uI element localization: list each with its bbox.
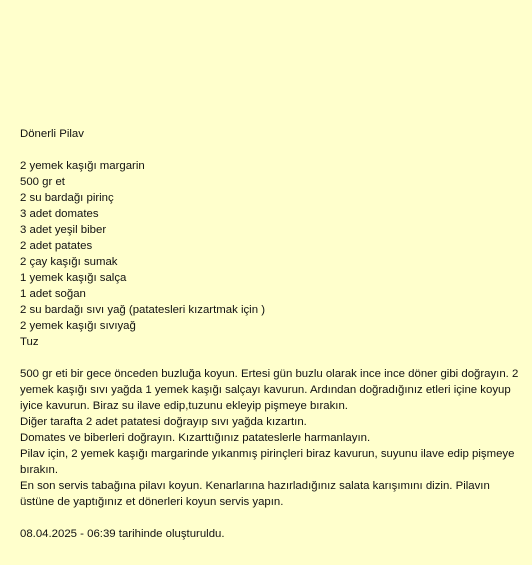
instruction-step: Diğer tarafta 2 adet patatesi doğrayıp sıvı yağda kızartın. <box>20 416 307 428</box>
instruction-step: Domates ve biberleri doğrayın. Kızarttığınız patateslerle harmanlayın. <box>20 432 371 444</box>
ingredient-item: 3 adet yeşil biber <box>20 224 107 236</box>
ingredient-item: 2 yemek kaşığı sıvıyağ <box>20 320 136 332</box>
ingredient-item: Tuz <box>20 336 39 348</box>
instruction-step: Pilav için, 2 yemek kaşığı margarinde yıkanmış pirinçleri biraz kavurun, suyunu ilave edip pişmeye bırakın. <box>20 448 515 476</box>
ingredient-list <box>20 158 520 350</box>
ingredient-item: 2 yemek kaşığı margarin <box>20 160 145 172</box>
instruction-step: En son servis tabağına pilavı koyun. Kenarlarına hazırladığınız salata karışımını dizin. Pilavın üstüne de yaptığınız et dönerleri koyun servis yapın. <box>20 480 490 508</box>
ingredient-item: 2 su bardağı pirinç <box>20 192 114 204</box>
instructions <box>20 366 520 510</box>
created-timestamp: 08.04.2025 - 06:39 tarihinde oluşturuldu. <box>20 528 225 540</box>
ingredient-item: 2 su bardağı sıvı yağ (patatesleri kızartmak için ) <box>20 304 265 316</box>
recipe-title: Dönerli Pilav <box>20 128 84 140</box>
ingredient-item: 2 adet patates <box>20 240 93 252</box>
recipe-document <box>20 126 520 542</box>
instruction-step: 500 gr eti bir gece önceden buzluğa koyun. Ertesi gün buzlu olarak ince ince döner gibi doğrayın. 2 yemek kaşığı sıvı yağda 1 yemek kaşığı salçayı kavurun. Ardından doğradığınız etleri içine koyup iyice kavurun. Biraz su ilave edip,tuzunu ekleyip pişmeye bırakın. <box>20 368 519 412</box>
ingredient-item: 1 adet soğan <box>20 288 86 300</box>
ingredient-item: 1 yemek kaşığı salça <box>20 272 127 284</box>
ingredient-item: 2 çay kaşığı sumak <box>20 256 118 268</box>
ingredient-item: 3 adet domates <box>20 208 99 220</box>
ingredient-item: 500 gr et <box>20 176 65 188</box>
